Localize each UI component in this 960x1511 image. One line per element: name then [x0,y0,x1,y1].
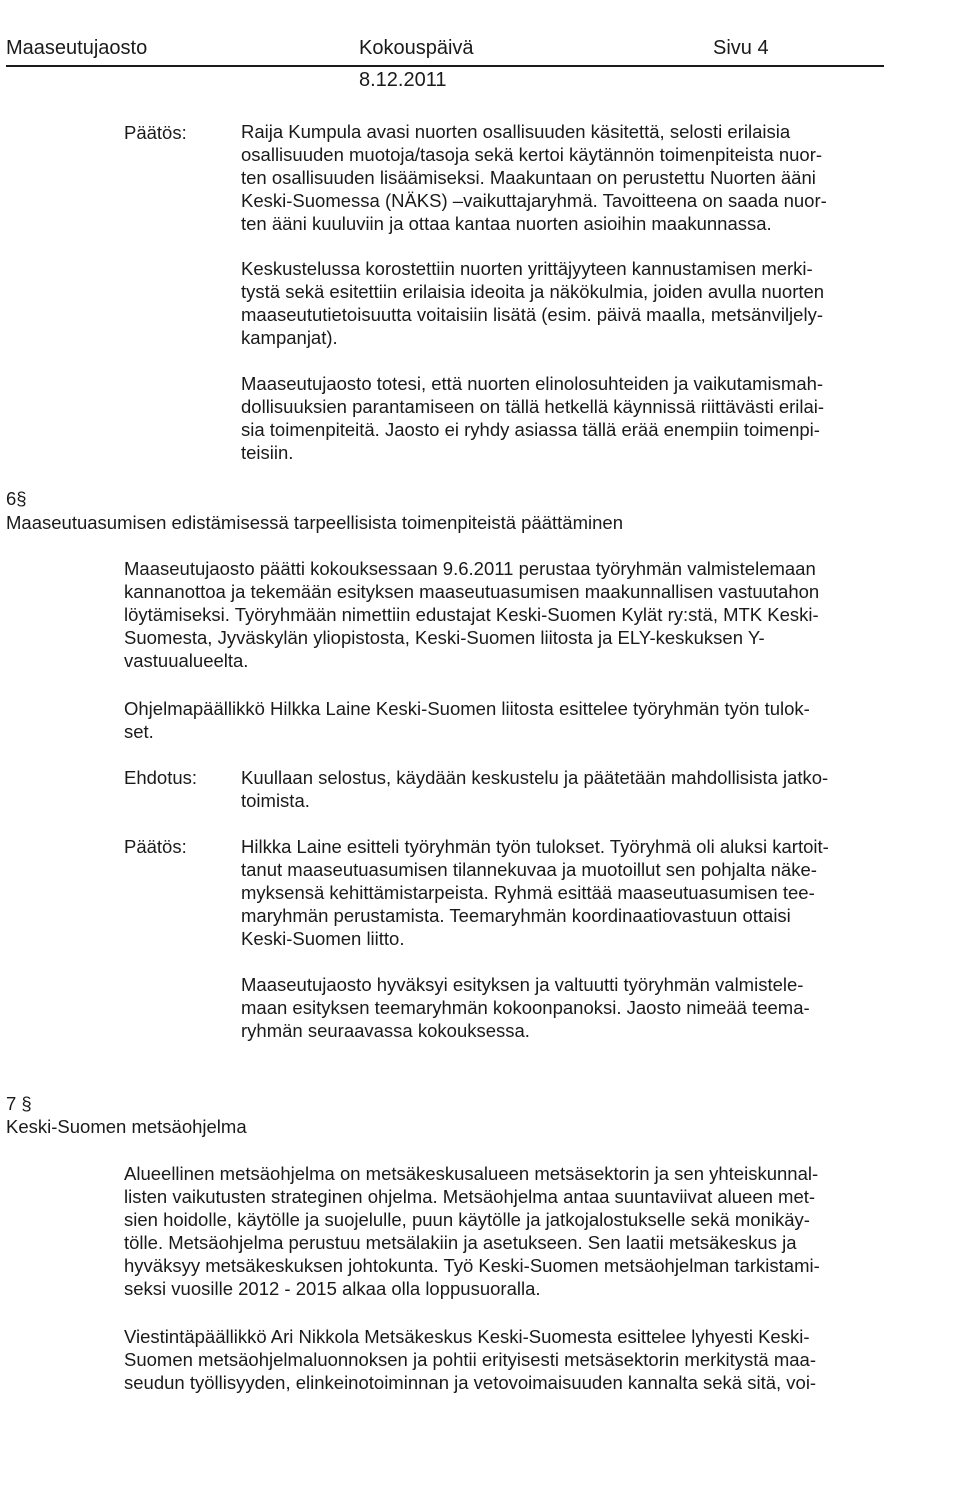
text-line: Suomesta, Jyväskylän yliopistosta, Keski-Suomen liitosta ja ELY-keskuksen Y- [124,627,765,648]
text-line: Kuullaan selostus, käydään keskustelu ja päätetään mahdollisista jatko- [241,767,829,788]
text-line: kampanjat). [241,327,338,348]
program-paragraph [124,1162,894,1300]
text-line: Keskustelussa korostettiin nuorten yrittäjyyteen kannustamisen merki- [241,258,813,279]
text-line: Keski-Suomen liitto. [241,928,405,949]
text-line: Maaseutujaosto päätti kokouksessaan 9.6.2011 perustaa työryhmän valmistelemaan [124,558,816,579]
section-number: 6§ [6,488,27,509]
header-org: Maaseutujaosto [6,37,148,59]
decision-paragraph-2 [241,973,891,1042]
text-line: seksi vuosille 2012 - 2015 alkaa olla loppusuoralla. [124,1278,541,1299]
decision-paragraph [241,835,891,950]
proposal-label: Ehdotus: [124,767,198,788]
text-line: teisiin. [241,442,294,463]
text-line: Maaseutujaosto hyväksyi esityksen ja valtuutti työryhmän valmistele- [241,974,804,995]
text-line: ten osallisuuden lisäämiseksi. Maakuntaan on perustettu Nuorten ääni [241,167,816,188]
text-line: Raija Kumpula avasi nuorten osallisuuden käsitettä, selosti erilaisia [241,121,791,142]
text-line: maaseututietoisuutta voitaisiin lisätä (esim. päivä maalla, metsänviljely- [241,304,823,325]
text-line: ten ääni kuuluviin ja ottaa kantaa nuorten asioihin maakunnassa. [241,213,772,234]
text-line: listen vaikutusten strateginen ohjelma. Metsäohjelma antaa suuntaviivat alueen met- [124,1186,816,1207]
text-line: Maaseutujaosto totesi, että nuorten elinolosuhteiden ja vaikutamismah- [241,373,824,394]
header-rule [6,65,884,67]
decision-label: Päätös: [124,836,187,857]
text-line: toimista. [241,790,310,811]
text-line: dollisuuksien parantamiseen on tällä hetkellä käynnissä riittävästi erilai- [241,396,825,417]
proposal-paragraph [241,766,891,812]
decision-paragraph [241,120,891,235]
section-title: Maaseutuasumisen edistämisessä tarpeellisista toimenpiteistä päättäminen [6,512,623,533]
text-line: ryhmän seuraavassa kokouksessa. [241,1020,530,1041]
text-line: vastuualueelta. [124,650,249,671]
text-line: set. [124,721,154,742]
text-line: Suomen metsäohjelmaluonnoksen ja pohtii erityisesti metsäsektorin merkitystä maa- [124,1349,816,1370]
header-meeting-label: Kokouspäivä [359,37,474,59]
text-line: seudun työllisyyden, elinkeinotoiminnan ja vetovoimaisuuden kannalta sekä sitä, voi- [124,1372,817,1393]
background-paragraph [124,557,894,672]
text-line: sia toimenpiteitä. Jaosto ei ryhdy asiassa tällä erää enempiin toimenpi- [241,419,820,440]
text-line: Alueellinen metsäohjelma on metsäkeskusalueen metsäsektorin ja sen yhteiskunnal- [124,1163,819,1184]
text-line: löytämiseksi. Työryhmään nimettiin edustajat Keski-Suomen Kylät ry:stä, MTK Keski- [124,604,819,625]
text-line: maan esityksen teemaryhmän kokoonpanoksi. Jaosto nimeää teema- [241,997,810,1018]
text-line: myksensä kehittämistarpeista. Ryhmä esittää maaseutuasumisen tee- [241,882,815,903]
text-line: tanut maaseutuasumisen tilannekuvaa ja muotoillut sen pohjalta näke- [241,859,817,880]
text-line: maryhmän perustamista. Teemaryhmän koordinaatiovastuun ottaisi [241,905,791,926]
text-line: tystä sekä esitettiin erilaisia ideoita ja näkökulmia, joiden avulla nuorten [241,281,825,302]
header-meeting-date: 8.12.2011 [359,69,447,91]
discussion-paragraph [241,257,891,349]
text-line: sien hoidolle, käytölle ja suojelulle, puun käytölle ja jatkojalostukselle sekä monikäy- [124,1209,810,1230]
conclusion-paragraph [241,372,891,464]
text-line: hyväksyy metsäkeskuksen johtokunta. Työ Keski-Suomen metsäohjelman tarkistami- [124,1255,820,1276]
text-line: osallisuuden muotoja/tasoja sekä kertoi käytännön toimenpiteista nuor- [241,144,823,165]
presenter-paragraph [124,1325,894,1394]
section-title: Keski-Suomen metsäohjelma [6,1116,247,1137]
text-line: Ohjelmapäällikkö Hilkka Laine Keski-Suomen liitosta esittelee työryhmän työn tulok- [124,698,810,719]
header-page-number: Sivu 4 [713,37,769,59]
presenter-paragraph [124,697,894,743]
decision-label: Päätös: [124,122,187,143]
text-line: tölle. Metsäohjelma perustuu metsälakiin ja asetukseen. Sen laatii metsäkeskus ja [124,1232,797,1253]
section-number: 7 § [6,1093,32,1114]
text-line: Viestintäpäällikkö Ari Nikkola Metsäkeskus Keski-Suomesta esittelee lyhyesti Keski- [124,1326,810,1347]
text-line: Hilkka Laine esitteli työryhmän työn tulokset. Työryhmä oli aluksi kartoit- [241,836,829,857]
text-line: Keski-Suomessa (NÄKS) –vaikuttajaryhmä. Tavoitteena on saada nuor- [241,190,827,211]
text-line: kannanottoa ja tekemään esityksen maaseutuasumisen maakunnallisen vastuutahon [124,581,820,602]
